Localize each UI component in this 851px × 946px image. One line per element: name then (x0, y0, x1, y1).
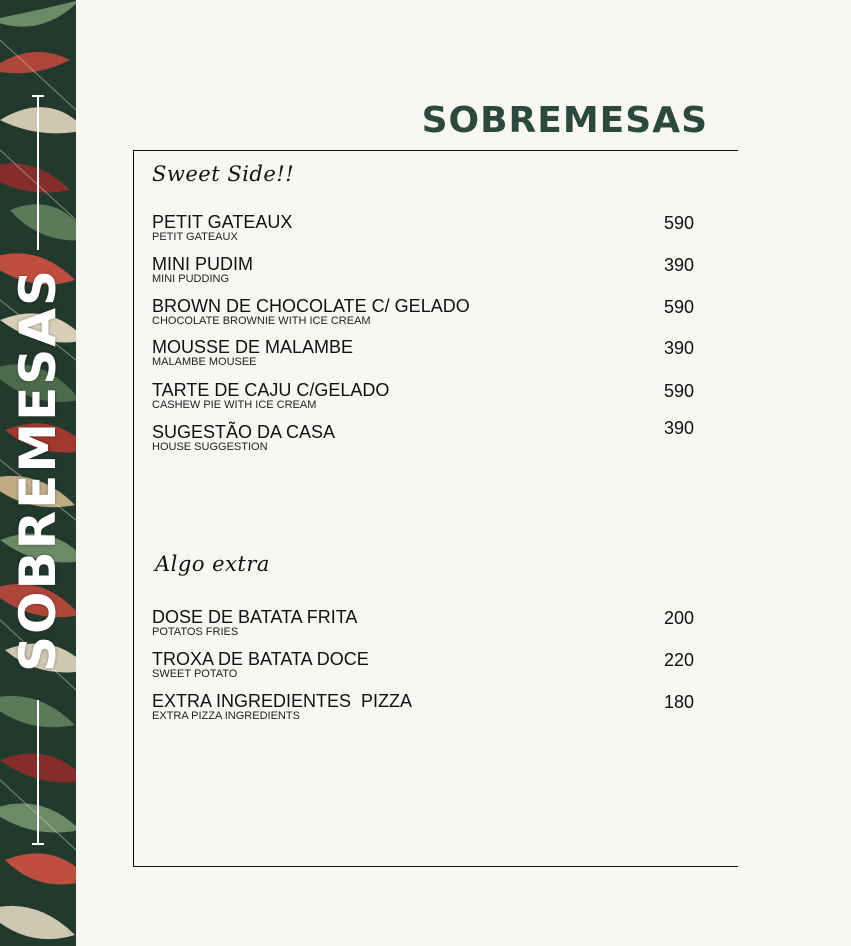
item-price: 590 (663, 381, 694, 401)
section-heading-algo-extra: Algo extra (155, 552, 270, 576)
item-name: PETIT GATEAUX (152, 212, 293, 232)
menu-item (152, 338, 697, 368)
banner-vertical-title: SOBREMESAS (9, 268, 67, 672)
item-name: EXTRA INGREDIENTES PIZZA (152, 691, 413, 711)
menu-item (152, 692, 697, 722)
item-price: 590 (663, 297, 694, 317)
botanical-side-banner (0, 0, 76, 946)
menu-item (152, 418, 697, 453)
menu-item (152, 381, 697, 411)
item-price: 390 (663, 418, 694, 438)
item-price: 220 (663, 650, 694, 670)
item-name: BROWN DE CHOCOLATE C/ GELADO (152, 296, 470, 316)
item-description: POTATOS FRIES (152, 626, 239, 638)
item-name: MOUSSE DE MALAMBE (152, 337, 354, 357)
item-description: CASHEW PIE WITH ICE CREAM (152, 399, 317, 411)
item-name: TROXA DE BATATA DOCE (152, 649, 369, 669)
menu-item (152, 650, 697, 680)
section-heading-sweet-side: Sweet Side!! (152, 162, 295, 186)
menu-item (152, 213, 697, 243)
item-description: MINI PUDDING (152, 273, 229, 285)
item-description: HOUSE SUGGESTION (152, 441, 268, 453)
item-price: 590 (663, 213, 694, 233)
item-name: DOSE DE BATATA FRITA (152, 607, 358, 627)
item-description: CHOCOLATE BROWNIE WITH ICE CREAM (152, 315, 371, 327)
item-name: MINI PUDIM (152, 254, 253, 274)
item-name: SUGESTÃO DA CASA (152, 422, 336, 442)
item-price: 200 (663, 608, 694, 628)
menu-item (152, 297, 697, 327)
menu-item (152, 608, 697, 638)
menu-item (152, 255, 697, 285)
page-title: SOBREMESAS (421, 100, 708, 141)
item-description: MALAMBE MOUSEE (152, 356, 257, 368)
item-price: 180 (663, 692, 694, 712)
item-description: SWEET POTATO (152, 668, 238, 680)
item-description: EXTRA PIZZA INGREDIENTS (152, 710, 300, 722)
item-name: TARTE DE CAJU C/GELADO (152, 380, 390, 400)
item-description: PETIT GATEAUX (152, 231, 238, 243)
item-price: 390 (663, 338, 694, 358)
item-price: 390 (663, 255, 694, 275)
